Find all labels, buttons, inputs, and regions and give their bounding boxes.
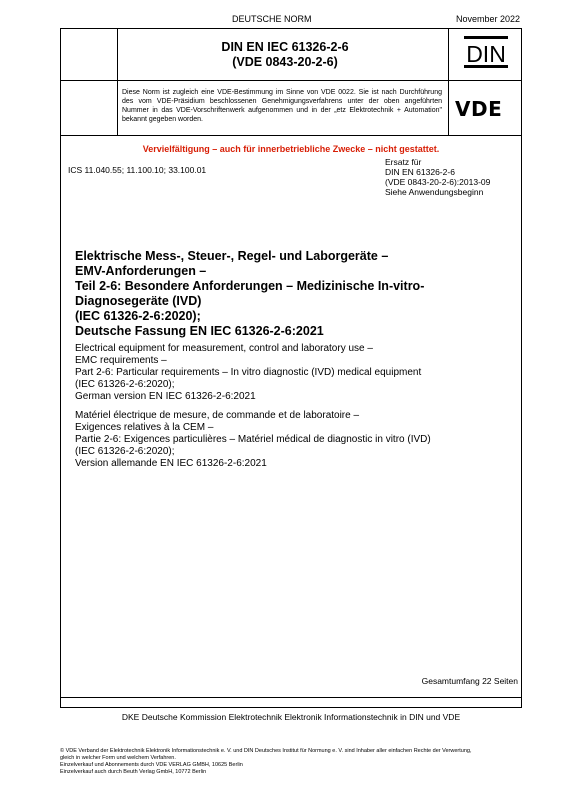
- title-line: Part 2-6: Particular requirements – In vitro diagnostic (IVD) medical equipment: [75, 367, 422, 378]
- title-line: Diagnosegeräte (IVD): [75, 294, 202, 308]
- copy-warning: Vervielfältigung – auch für innerbetriebliche Zwecke – nicht gestattet.: [142, 144, 440, 154]
- header-date: November 2022: [455, 14, 520, 24]
- standard-number: DIN EN IEC 61326-2-6: [221, 40, 349, 54]
- replacement-line: DIN EN 61326-2-6: [385, 167, 455, 177]
- copyright-line: Einzelverkauf auch durch Beuth Verlag GmbH, 10772 Berlin: [60, 769, 207, 775]
- vde-note: Diese Norm ist zugleich eine VDE-Bestimmung im Sinne von VDE 0022. Sie ist nach Durchführung des vom VDE-Präsidium beschlossenen Genehmigungsverfahrens unter der oben angeführten Nummer in das VDE-Vorschriftenwerk aufgenommen und in der „etz Elektrotechnik + Automation" bekannt gegeben worden.: [122, 89, 442, 123]
- din-logo: [464, 36, 508, 68]
- title-line: Electrical equipment for measurement, control and laboratory use –: [75, 343, 373, 354]
- title-line: (IEC 61326-2-6:2020);: [75, 379, 175, 390]
- title-english: [75, 343, 495, 403]
- title-french: [75, 410, 495, 470]
- title-line: Exigences relatives à la CEM –: [75, 422, 214, 433]
- vde-logo: VDE: [455, 97, 503, 121]
- total-pages: Gesamtumfang 22 Seiten: [421, 676, 518, 686]
- copyright-line: © VDE Verband der Elektrotechnik Elektronik Informationstechnik e. V. und DIN Deutsches Institut für Normung e. V. sind Inhaber aller einfachen Rechte der Verwertung,: [60, 748, 472, 754]
- replacement-info: [385, 157, 490, 197]
- title-line: Version allemande EN IEC 61326-2-6:2021: [75, 458, 267, 469]
- replacement-line: (VDE 0843-20-2-6):2013-09: [385, 177, 491, 187]
- title-line: EMV-Anforderungen –: [75, 264, 207, 278]
- title-line: (IEC 61326-2-6:2020);: [75, 446, 175, 457]
- title-line: EMC requirements –: [75, 355, 167, 366]
- ics-codes: ICS 11.040.55; 11.100.10; 33.100.01: [68, 165, 207, 175]
- divider-line: [60, 80, 522, 81]
- divider-line: [60, 697, 522, 698]
- replacement-line: Siehe Anwendungsbeginn: [385, 187, 484, 197]
- copyright-line: Einzelverkauf und Abonnements durch VDE VERLAG GMBH, 10625 Berlin: [60, 762, 243, 768]
- title-line: (IEC 61326-2-6:2020);: [75, 309, 201, 323]
- copyright-notice: [60, 748, 540, 776]
- title-line: Elektrische Mess-, Steuer-, Regel- und Laborgeräte –: [75, 249, 389, 263]
- title-line: Matériel électrique de mesure, de commande et de laboratoire –: [75, 410, 360, 421]
- copyright-line: gleich in welcher Form und welchem Verfahren.: [60, 755, 176, 761]
- replacement-line: Ersatz für: [385, 157, 422, 167]
- title-line: German version EN IEC 61326-2-6:2021: [75, 391, 256, 402]
- standard-number-block: [120, 40, 450, 70]
- title-german: [75, 249, 495, 339]
- title-line: Partie 2-6: Exigences particulières – Matériel médical de diagnostic in vitro (IVD): [75, 434, 431, 445]
- divider-line: [60, 135, 522, 136]
- title-line: Deutsche Fassung EN IEC 61326-2-6:2021: [75, 324, 324, 338]
- dke-footer: DKE Deutsche Kommission Elektrotechnik Elektronik Informationstechnik in DIN und VDE: [121, 712, 461, 722]
- title-line: Teil 2-6: Besondere Anforderungen – Medizinische In-vitro-: [75, 279, 425, 293]
- header-norm-type: DEUTSCHE NORM: [232, 14, 312, 24]
- din-logo-text: DIN: [466, 41, 506, 67]
- vde-number: (VDE 0843-20-2-6): [232, 55, 338, 69]
- divider-line: [117, 28, 118, 136]
